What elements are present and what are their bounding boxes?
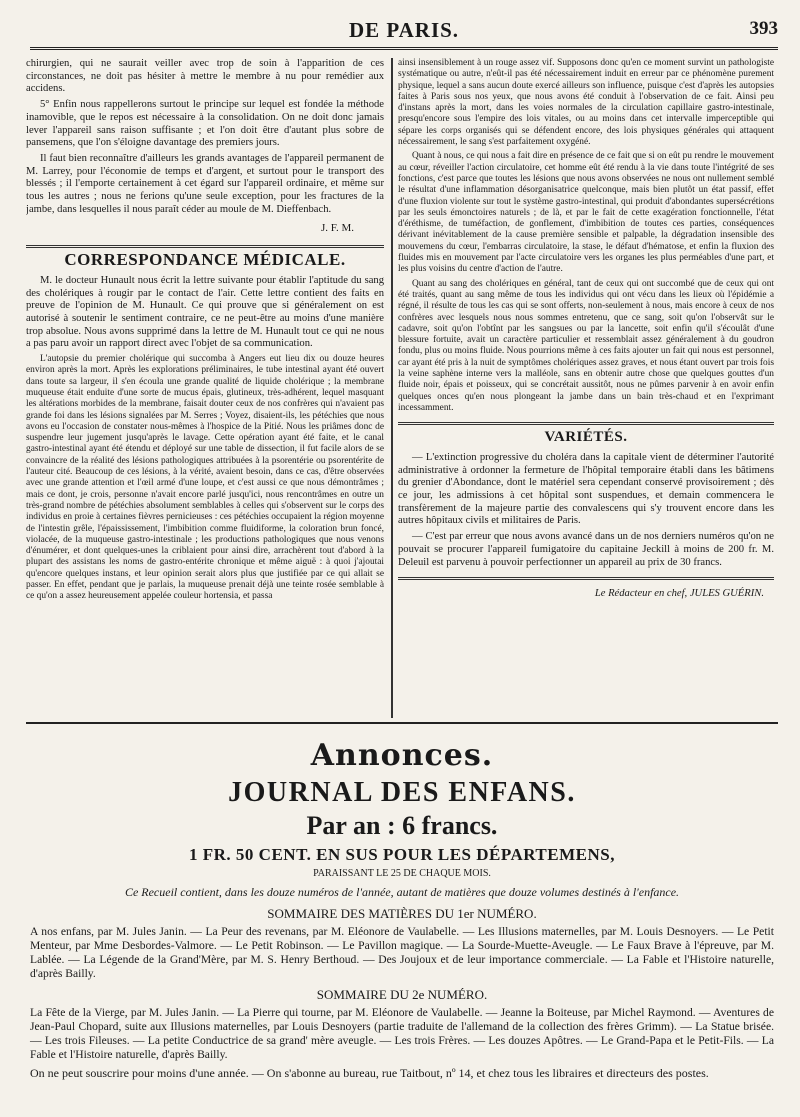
summary-2-contents: La Fête de la Vierge, par M. Jules Janin. — La Pierre qui tourne, par M. Eléonore de Vaulabelle. — Jeanne la Boiteuse, par Michel Raymond. — Aventures de Jean-Paul Chopard, suite aux Illusions maternelles, par Louis Desnoyers (partie traduite de l'allemand de la collection des frères Grimm). — La Statue brisée. — Les trois Fileuses. — La petite Conductrice de sa grand' mère aveugle. — Les trois Frères. — Les douzes Apôtres. — Le Grand-Papa et le Petit-Fils. — La Fable et l'Histoire naturelle, d'après Bailly.	[30, 1006, 774, 1061]
letter-paragraph: Quant à nous, ce qui nous a fait dire en présence de ce fait que si on eût pu rendre le mouvement au cœur, réveiller l'action circulatoire, cet homme eût été rendu à la vie dans toute l'intégrité de ses fonctions, c'est parce que toutes les lésions que nous avons observées ne nous ont nullement semblé le résultat d'une inflammation désorganisatrice quelconque, mais bien plutôt un état passif, effet d'une fluxion violente sur tout le système gastro-intestinal, qui produit d'abondantes supersécrétions par les seuls émonctoires naturels ; de là, et par le fait de cette exagération fonctionnelle, l'état d'éréthisme, de tuméfaction, de gonflement, d'imbibition de toutes ces parties, conséquences dérivant inévitablement de la cause première sensible et palpable, la dégradation insensible des mouvemens du cœur, l'embarras circulatoire, la stase, le défaut d'hématose, et enfin la fluxion des fluides mis en mouvement par l'acte circulatoire vers les organes les plus perméables d'une part, et les plus voisins du centre d'action de l'autre.	[398, 151, 774, 275]
announcement-content	[26, 738, 778, 1080]
article-paragraph: chirurgien, qui ne saurait veiller avec trop de soin à l'apparition de ces circonstances, ne doit pas hésiter à mettre le membre à nu pour remédier aux accidens.	[26, 58, 384, 95]
summary-1-title: SOMMAIRE DES MATIÈRES DU 1er NUMÉRO.	[267, 906, 537, 921]
page-number: 393	[749, 18, 778, 39]
department-fee: 1 FR. 50 CENT. EN SUS POUR LES DÉPARTEMENS,	[189, 845, 615, 864]
publication-schedule: PARAISSANT LE 25 DE CHAQUE MOIS.	[313, 868, 491, 879]
left-column	[26, 58, 384, 718]
variety-item: — C'est par erreur que nous avons avancé dans un de nos derniers numéros qu'on ne pouvait se procurer l'appareil fumigatoire du capitaine Jeckill à moins de 200 fr. M. Deleuil est parvenu à pouvoir perfectionner un appareil au prix de 30 francs.	[398, 531, 774, 568]
section-rule	[398, 577, 774, 580]
editor-byline	[398, 588, 774, 601]
recueil-description: Ce Recueil contient, dans les douze numéros de l'année, autant de matières que douze volumes destinés à l'enfance.	[124, 885, 680, 899]
article-paragraph: 5° Enfin nous rappellerons surtout le principe sur lequel est fondée la méthode inamovible, que le repos est nécessaire à la consolidation. On ne doit donc jamais lever l'appareil sans raison suffisante ; et l'on doit être d'autant plus sobre de pansemens, que l'on s'éloigne davantage des premiers jours.	[26, 99, 384, 149]
section-rule	[26, 245, 384, 248]
running-title: DE PARIS.	[348, 18, 460, 42]
right-column	[398, 58, 774, 718]
journal-title: JOURNAL DES ENFANS.	[228, 777, 576, 808]
subscription-footer: On ne peut souscrire pour moins d'une année. — On s'abonne au bureau, rue Taitbout, nº 14, et chez tous les libraires et directeurs des postes.	[30, 1066, 709, 1080]
running-head	[30, 14, 778, 50]
announcement-rule	[26, 722, 778, 724]
summary-2-title: SOMMAIRE DU 2e NUMÉRO.	[316, 987, 488, 1002]
announcement-heading: Annonces.	[310, 738, 494, 773]
letter-paragraph: Quant au sang des cholériques en général, tant de ceux qui ont succombé que de ceux qui ont été traités, quant au sang même de tous les individus qui ont vécu dans les lieux où l'épidémie a régné, il résulte de tous les cas qui se sont offerts, non-seulement à nous, mais encore à ceux de nos confrères avec lesquels nous nous sommes entretenu, que ce sang, soit qu'on l'observât sur le cadavre, soit qu'on l'obtînt par les sangsues ou par la lancette, soit enfin qu'il s'écoulât d'une blessure fortuite, avait un caractère particulier et ressemblait assez généralement à du goudron fondu, plus ou moins fluide. Nous pourrions même à ces faits ajouter un fait qui nous est personnel, car ayant été pris à la nuit de symptômes cholériques assez graves, et nous étant ouvert par trois fois la veine saphène interne vers la malléole, sans en obtenir autre chose que quelques gouttes d'un fluide noir, épais et poisseux, qui se concrétait aussitôt, nous ne pûmes parvenir à en avoir enfin quelques onces qu'en nous plongeant la jambe dans un bain très-chaud et en l'exprimant incessamment.	[398, 278, 774, 413]
header-rule	[30, 47, 778, 50]
column-divider	[391, 58, 393, 718]
letter-continuation: ainsi insensiblement à un rouge assez vif. Supposons donc qu'en ce moment survint un pathologiste systématique ou autre, n'eût-il pas été nécessairement induit en erreur par ce phénomène purement physique, lequel a sans aucun doute exercé ailleurs son influence, puisque c'est d'après les autopsies faites à Paris sous nos yeux, que nous avons été conduit à l'observation de ce fait. Ainsi peu d'instans après la mort, dans les voies normales de la circulation capillaire gastro-intestinale, presqu'encore sous l'empire des lois vitales, ou au moins dans cet intervalle imperceptible qui sépare les corps organisés qui se défendent encore, des lois physiques générales qui attaquent nécessairement, le sang s'est parfaitement oxygéné.	[398, 58, 774, 148]
article-signature: J. F. M.	[320, 222, 354, 235]
editor-line: Le Rédacteur en chef, JULES GUÉRIN.	[594, 588, 764, 600]
section-title-varietes: VARIÉTÉS.	[544, 429, 628, 446]
subscription-price: Par an : 6 francs.	[306, 811, 498, 840]
variety-item: — L'extinction progressive du choléra dans la capitale vient de déterminer l'autorité administrative à ordonner la fermeture de l'hôpital temporaire établi dans les bâtimens du grenier d'Abondance, dont le matériel sera cependant conservé provisoirement ; dès ce jour, les admissions à cet hôpital sont suspendues, et demain commencera le transfèrement de la majeure partie des convalescens qui s'y trouvent encore dans les autres hôpitaux civils et militaires de Paris.	[398, 451, 774, 527]
section-title-correspondance: CORRESPONDANCE MÉDICALE.	[64, 250, 346, 270]
correspondance-letter: L'autopsie du premier cholérique qui succomba à Angers eut lieu dix ou douze heures environ après la mort. Après les explorations préliminaires, le tube intestinal ayant été ouvert dans toute sa largeur, il s'en écoula une grande qualité de liquide cholérique ; la membrane muqueuse était enduite d'une sorte de mucus épais, glutineux, très-adhérent, lequel masquant les altérations morbides de la membrane, faisait douter ceux de nos confrères qui n'avaient pas grande foi dans les lésions signalées par M. Serres ; Voyez, disaient-ils, les pétéchies que nous avons eu l'occasion de constater nous-mêmes à l'hospice de la Pitié. Nous les priâmes donc de suspendre leur jugement jusqu'après le lavage. Cette opération ayant été faite, et le canal gastro-intestinal ayant été étendu et déployé sur une table de dissection, il fut facile alors de se convaincre de la réalité des lésions pathologiques attribuées à la psorentérie ou psorentérite de l'auteur cité. Beaucoup de ces lésions, à la vérité, avaient besoin, dans ce cas, d'être observées avec une grande attention et l'œil armé d'une loupe, et c'est aussi ce que nous démontrâmes ; mais ce dont, je crois, personne n'avait encore parlé jusqu'ici, nous rencontrâmes en outre un très-grand nombre de pétéchies absolument semblables à celles qui s'observent sur le corps des individus en proie à certaines fièvres pernicieuses : ces pétéchies occupaient la région moyenne de l'intestin grêle, l'épaississement, l'imbibition comme fluidiforme, la coloration brun foncé, violacée, de la muqueuse gastro-intestinale ; les productions pathologiques que nous venons d'énumérer, et dont quelques-unes la criblaient pour ainsi dire, arrachèrent tout d'abord à la plupart des assistans les noms de gastro-entérite chronique et même aiguë : à quoi j'ajoutai qu'encore quelques instans, et leur opinion serait alors plus que justifiée par ce qui allait se passer. En effet, pendant que je parlais, la muqueuse prenait déjà une teinte rosée semblable à ce qu'on a assez heureusement appelée couleur hortensia, et passa	[26, 354, 384, 602]
announcement-block	[26, 728, 778, 1109]
correspondance-intro: M. le docteur Hunault nous écrit la lettre suivante pour établir l'aptitude du sang des cholériques à rougir par le contact de l'air. Cette lettre contient des faits en preuve de l'opinion de M. Hunault. Ce qui prouve que si généralement on est autorisé à soutenir le sentiment contraire, ce ne peut-être au moins d'une manière trop absolue. Nous avons supprimé dans la lettre de M. Hunault tout ce qui ne nous a pas paru avoir un rapport direct avec l'objet de sa communication.	[26, 274, 384, 350]
section-rule	[398, 422, 774, 425]
article-paragraph: Il faut bien reconnaître d'ailleurs les grands avantages de l'appareil permanent de M. Larrey, pour l'économie de temps et d'argent, et surtout pour le transport des blessés ; il l'emporte certainement à cet égard sur l'appareil ordinaire, et même sur tous les autres ; nous ne ferions qu'une seule exception, pour les fractures de la jambe, dans lesquelles il nous paraît céder au moule de M. Dieffenbach.	[26, 152, 384, 215]
summary-1-contents: A nos enfans, par M. Jules Janin. — La Peur des revenans, par M. Eléonore de Vaulabelle. — Les Illusions maternelles, par M. Louis Desnoyers. — Le Petit Menteur, par Mme Desbordes-Valmore. — Le Petit Robinson. — Le Pavillon magique. — La Sourde-Muette-Aveugle. — Le Faux Brave à l'épreuve, par M. Lablée. — La Légende de la Grand'Mère, par M. S. Henry Berthoud. — Des Joujoux et de leur importance commerciale. — La Fable et l'Histoire naturelle, d'après Bailly.	[30, 925, 774, 980]
